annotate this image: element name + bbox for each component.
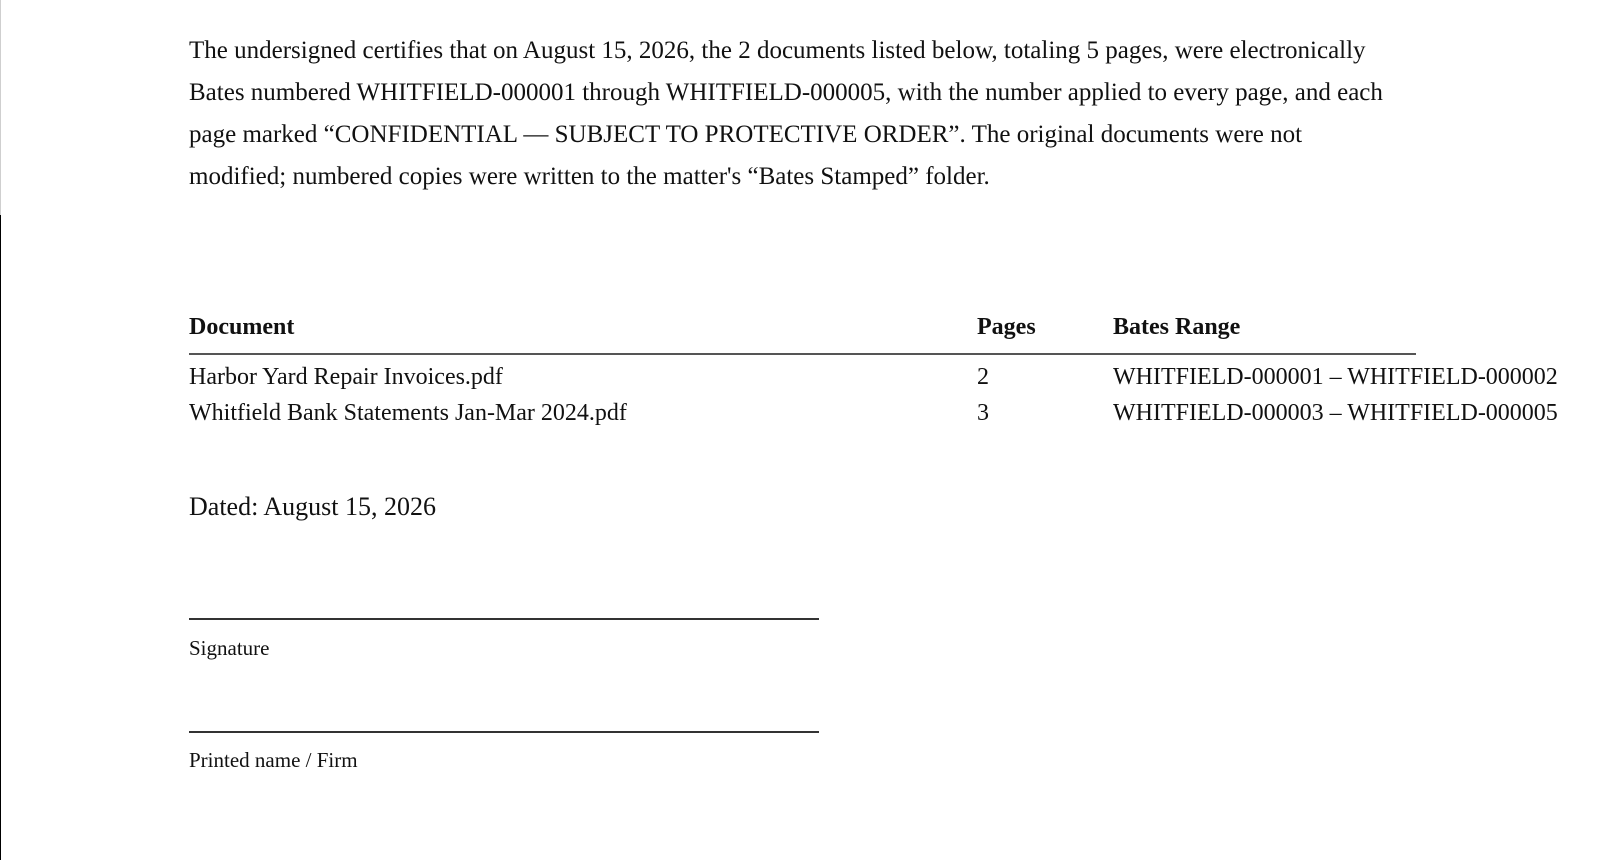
header-bates-range: Bates Range xyxy=(1113,314,1241,340)
documents-table xyxy=(189,300,1589,427)
table-header xyxy=(189,300,1589,355)
row-document: Whitfield Bank Statements Jan-Mar 2024.pdf xyxy=(189,400,627,426)
row-document: Harbor Yard Repair Invoices.pdf xyxy=(189,364,503,390)
table-row xyxy=(189,391,1589,427)
signature-label: Signature xyxy=(189,636,270,660)
row-pages: 2 xyxy=(977,364,989,390)
header-pages: Pages xyxy=(977,314,1036,340)
row-bates-range: WHITFIELD-000001 – WHITFIELD-000002 xyxy=(1113,364,1558,390)
signature-line xyxy=(189,618,819,620)
window-left-edge-highlight xyxy=(0,0,1,215)
printed-name-label: Printed name / Firm xyxy=(189,748,358,772)
dated-line: Dated: August 15, 2026 xyxy=(189,492,436,521)
certification-paragraph: The undersigned certifies that on August 15, 2026, the 2 documents listed below, totaling 5 pages, were electronically Bates numbered WHITFIELD-000001 through WHITFIELD-000005, with the number applied to every page, and each page marked “CONFIDENTIAL — SUBJECT TO PROTECTIVE ORDER”. The original documents were not modified; numbered copies were written to the matter's “Bates Stamped” folder. xyxy=(189,37,1383,190)
row-bates-range: WHITFIELD-000003 – WHITFIELD-000005 xyxy=(1113,400,1558,426)
table-row xyxy=(189,355,1589,391)
printed-name-line xyxy=(189,731,819,733)
row-pages: 3 xyxy=(977,400,989,426)
header-document: Document xyxy=(189,314,295,340)
